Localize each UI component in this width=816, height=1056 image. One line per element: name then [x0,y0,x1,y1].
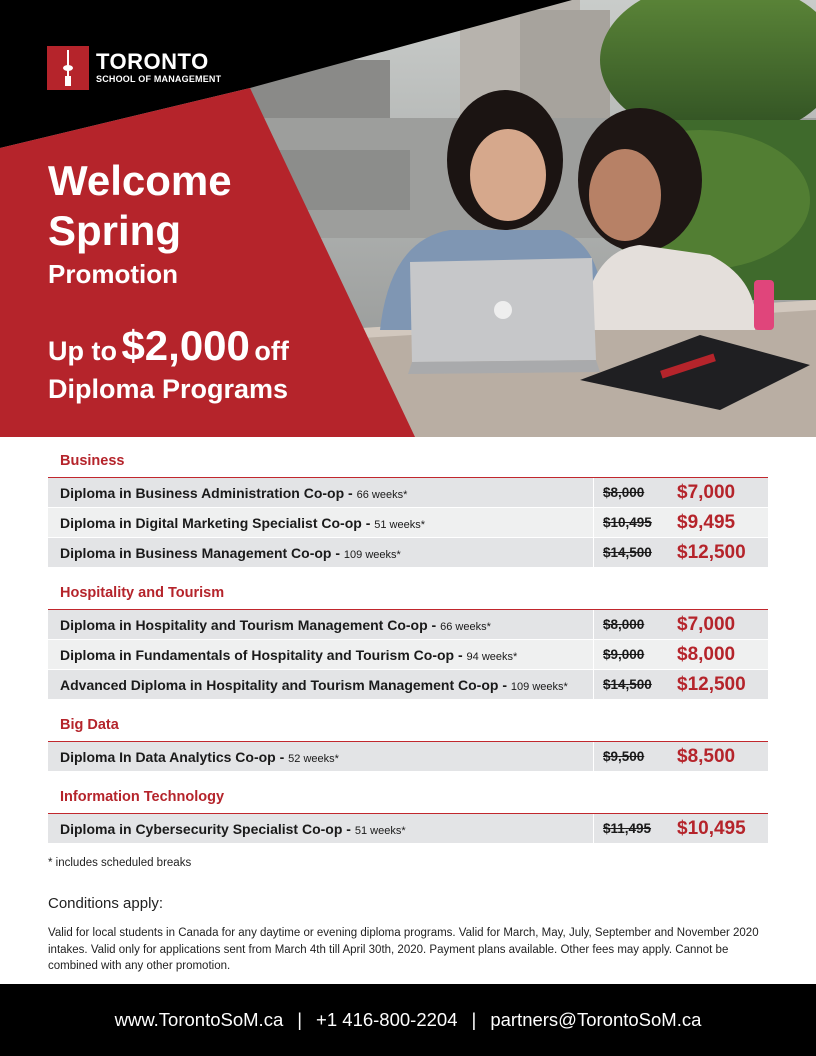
offer-suffix: off [254,336,289,366]
contact-footer [0,984,816,1056]
program-duration: 109 weeks* [510,680,568,693]
offer-programs: Diploma Programs [48,374,289,404]
footer-separator: | [471,1009,477,1030]
table-row [48,640,768,670]
table-row [48,814,768,844]
table-row [48,742,768,772]
original-price: $14,500 [593,670,670,700]
headline-promotion: Promotion [48,259,178,289]
program-name: Diploma in Business Management Co-op - 109 weeks* [60,544,401,561]
promo-price: $8,500 [677,745,736,767]
program-duration: 52 weeks* [288,752,339,765]
program-duration: 51 weeks* [374,518,426,531]
original-price: $11,495 [593,814,670,844]
cn-tower-logo-icon [47,46,89,90]
logo-subtitle: SCHOOL OF MANAGEMENT [96,74,222,84]
category-title: Business [48,446,768,478]
program-name: Diploma in Business Administration Co-op - 66 weeks* [60,484,408,501]
conditions-text: Valid for local students in Canada for any daytime or evening diploma programs. Valid for March, May, July, September and November 2020 intakes. Valid only for applications sent from March 4th till April 30th, 2020. Payment plans available. Other fees may apply. Cannot be combined with any other promotion. [48,927,759,972]
program-duration: 109 weeks* [343,548,401,561]
footer-separator: | [297,1009,303,1030]
program-duration: 66 weeks* [440,620,491,633]
promo-price: $12,500 [677,541,746,563]
phone-link[interactable]: +1 416-800-2204 [316,1009,458,1030]
website-link[interactable]: www.TorontoSoM.ca [114,1009,284,1030]
original-price: $14,500 [593,538,670,568]
logo-name: TORONTO [96,49,209,74]
category-title: Hospitality and Tourism [48,578,768,610]
program-name: Diploma in Hospitality and Tourism Management Co-op - 66 weeks* [60,616,491,633]
category-title: Information Technology [48,782,768,814]
original-price: $10,495 [593,508,670,538]
category-title: Big Data [48,710,768,742]
headline-spring: Spring [48,207,181,254]
program-duration: 94 weeks* [466,650,518,663]
original-price: $8,000 [593,610,670,640]
offer-headline [48,322,289,370]
program-name: Advanced Diploma in Hospitality and Tourism Management Co-op - 109 weeks* [60,676,568,693]
conditions-title: Conditions apply: [48,895,164,912]
program-name: Diploma in Digital Marketing Specialist Co-op - 51 weeks* [60,514,426,531]
promo-price: $9,495 [677,511,736,533]
school-logo[interactable] [47,46,221,90]
original-price: $9,500 [593,742,670,772]
promo-price: $12,500 [677,673,746,695]
hero-banner [0,0,816,437]
footnote: * includes scheduled breaks [48,857,192,869]
table-row [48,670,768,700]
offer-amount: $2,000 [121,322,250,369]
table-row [48,478,768,508]
table-row [48,610,768,640]
program-duration: 51 weeks* [354,824,406,837]
original-price: $8,000 [593,478,670,508]
original-price: $9,000 [593,640,670,670]
program-name: Diploma in Cybersecurity Specialist Co-op - 51 weeks* [60,820,406,837]
program-name: Diploma in Fundamentals of Hospitality and Tourism Co-op - 94 weeks* [60,646,518,663]
promo-price: $7,000 [677,481,736,503]
headline-welcome: Welcome [48,157,232,204]
promo-price: $10,495 [677,817,746,839]
pricing-table [48,446,768,844]
program-name: Diploma In Data Analytics Co-op - 52 weeks* [60,748,339,765]
program-duration: 66 weeks* [356,488,408,501]
promo-price: $8,000 [677,643,736,665]
table-row [48,508,768,538]
offer-prefix: Up to [48,336,117,366]
email-link[interactable]: partners@TorontoSoM.ca [490,1009,702,1030]
table-row [48,538,768,568]
promo-price: $7,000 [677,613,736,635]
